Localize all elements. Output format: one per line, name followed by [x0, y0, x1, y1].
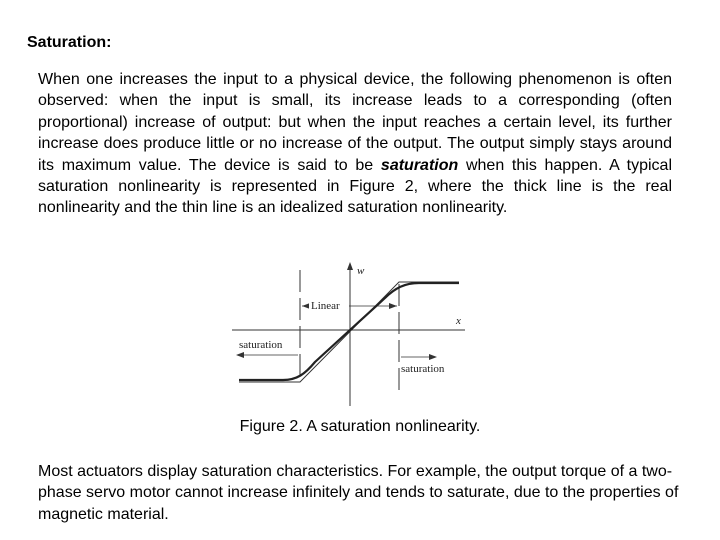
x-axis-label: x — [456, 315, 461, 327]
linear-label: Linear — [311, 300, 340, 312]
y-axis-arrow — [347, 262, 353, 270]
linear-arrow-left-head — [302, 303, 310, 309]
saturation-emphasis: saturation — [380, 156, 459, 174]
saturation-figure — [225, 256, 475, 406]
left-saturation-label: saturation — [239, 339, 283, 351]
actuator-paragraph: Most actuators display saturation characteristics. For example, the output torque of a two-phase servo motor cannot increase infinitely and tends to saturate, due to the properties of magnetic material. — [38, 463, 679, 523]
y-axis-label: w — [357, 265, 365, 277]
linear-arrow-right-head — [389, 303, 397, 309]
left-saturation-arrow-head — [236, 352, 244, 358]
intro-paragraph — [38, 69, 672, 219]
right-saturation-label: saturation — [401, 363, 445, 375]
intro-text-before: When one increases the input to a physical device, the following phenomenon is often observed: when the input is small, its increase leads to a corresponding (often proportional) increase of output: but when the input reaches a certain level, its further increase does produce little or no increase of the output. The output simply stays around its maximum value. The device is said to be — [38, 71, 672, 174]
right-saturation-arrow-head — [429, 354, 437, 360]
figure-caption: Figure 2. A saturation nonlinearity. — [239, 418, 481, 435]
intro-text-after: when this happen. A typical saturation nonlinearity is represented in Figure 2, where the thick line is the real nonlinearity and the thin line is an idealized saturation nonlinearity. — [38, 156, 673, 217]
section-heading: Saturation: — [27, 34, 112, 51]
